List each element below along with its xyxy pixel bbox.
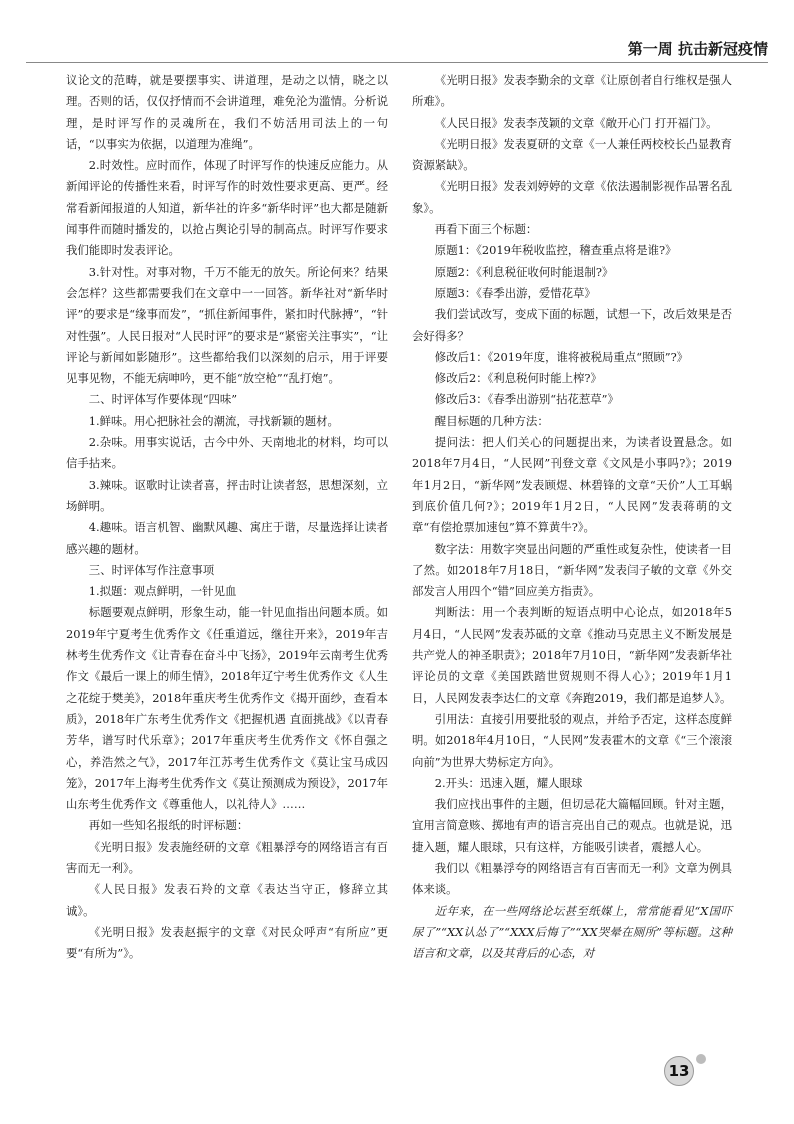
paragraph: 《光明日报》发表施经研的文章《粗暴浮夸的网络语言有百害而无一利》。 <box>66 839 388 875</box>
paragraph: 再如一些知名报纸的时评标题： <box>88 818 249 833</box>
paragraph: 2.杂味。用事实说话，古今中外、天南地北的材料，均可以信手拈来。 <box>66 435 388 471</box>
paragraph: 原题1：《2019年税收监控，稽查重点将是谁?》 <box>434 243 677 258</box>
paragraph: 1.鲜味。用心把脉社会的潮流，寻找新颖的题材。 <box>88 413 339 428</box>
paragraph: 1.拟题：观点鲜明，一针见血 <box>88 584 237 599</box>
header-rule <box>26 62 768 63</box>
paragraph: 《光明日报》发表李勤余的文章《让原创者自行维权是强人所难》。 <box>412 73 732 109</box>
paragraph: 我们以《粗暴浮夸的网络语言有百害而无一利》文章为例具体来谈。 <box>412 860 732 897</box>
paragraph: 提问法：把人们关心的问题提出来，为读者设置悬念。如2018年7月4日，“人民网”刊登文章《文风是小事吗?》；2019年1月2日，“新华网”发表顾煜、林碧锋的文章“天价”人工耳蜗到底价值几何?》；2019年1月2日，“人民网”发表蒋萌的文章“有偿抢票加速包”算不算黄牛?》。 <box>412 435 732 535</box>
right-column <box>412 70 732 964</box>
paragraph: 判断法：用一个表判断的短语点明中心论点，如2018年5月4日，“人民网”发表苏砥的文章《推动马克思主义不断发展是共产党人的神圣职责》；2018年7月10日，“新华网”发表新华社评论员的文章《美国跌踏世贸规则不得人心》；2019年1月1日，人民网发表李达仁的文章《奔跑2019，我们都是追梦人》。 <box>412 605 732 705</box>
paragraph: 我们尝试改写，变成下面的标题，试想一下，改后效果是否会好得多？ <box>412 307 732 343</box>
page-header <box>0 0 794 68</box>
paragraph: 原题2：《利息税征收何时能退制?》 <box>434 264 614 279</box>
paragraph: 醒目标题的几种方法： <box>434 413 549 428</box>
paragraph: 近年来，在一些网络论坛甚至纸媒上，常常能看见“X国吓尿了”“XX认怂了”“XXX后悔了”“XX哭晕在厕所”等标题。这种语言和文章，以及其背后的心态，对 <box>412 903 732 961</box>
paragraph: 原题3：《春季出游，爱惜花草》 <box>434 285 596 300</box>
paragraph: 修改后3：《春季出游别“拈花惹草”》 <box>434 392 619 407</box>
paragraph: 标题要观点鲜明，形象生动，能一针见血指出问题本质。如2019年宁夏考生优秀作文《任重道远，继往开来》，2019年吉林考生优秀作文《让青春在奋斗中飞扬》，2019年云南考生优秀作文《最后一课上的师生情》，2018年辽宁考生优秀作文《人生之花绽于樊美》，2018年重庆考生优秀作文《揭开面纱，查看本质》，2018年广东考生优秀作文《把握机遇 直面挑战》《以青春芳华，谱写时代乐章》；2017年重庆考生优秀作文《怀自强之心，养浩然之气》，2017年江苏考生优秀作文《莫让宝马成囚笼》，2017年上海考生优秀作文《莫让预测成为预设》，2017年山东考生优秀作文《尊重他人，以礼待人》…… <box>66 605 388 812</box>
section-title: 第一周 抗击新冠疫情 <box>627 40 768 58</box>
paragraph: 议论文的范畴，就是要摆事实、讲道理，是动之以情，晓之以理。否则的话，仅仅抒情而不会讲道理，难免沦为滥情。分析说理，是时评写作的灵魂所在，我们不妨活用司法上的一句话，“以事实为依据，以道理为准绳”。 <box>66 73 388 151</box>
paragraph: 三、时评体写作注意事项 <box>88 562 215 577</box>
left-column <box>66 70 388 964</box>
paragraph: 《光明日报》发表赵振宇的文章《对民众呼声“有所应”更要“有所为”》。 <box>66 924 388 961</box>
paragraph: 修改后2：《利息税何时能上榨?》 <box>434 371 602 386</box>
paragraph: 再看下面三个标题： <box>434 222 538 237</box>
paragraph: 《光明日报》发表夏研的文章《一人兼任两校校长凸显教育资源紧缺》。 <box>412 136 732 173</box>
paragraph: 我们应找出事件的主题，但切忌花大篇幅回顾。针对主题，宜用言简意赅、掷地有声的语言亮出自己的观点。也就是说，迅捷入题，耀人眼球，只有这样，方能吸引读者，震撼人心。 <box>412 797 732 854</box>
paragraph: 2.开头：迅速入题，耀人眼球 <box>434 775 583 790</box>
paragraph: 二、时评体写作要体现“四味” <box>88 392 238 407</box>
paragraph: 3.针对性。对事对物，千万不能无的放矢。所论何来？结果会怎样？这些都需要我们在文章中一一回答。新华社对“新华时评”的要求是“缘事而发”，“抓住新闻事件，紧扣时代脉搏”，“针对性强”。人民日报对“人民时评”的要求是“紧密关注事实”，“让评论与新闻如影随形”。这些都给我们以深刻的启示，用于评要见事见物，不能无病呻吟，更不能“放空枪”“乱打炮”。 <box>66 264 388 386</box>
paragraph: 《人民日报》发表石羚的文章《表达当守正，修辞立其诚》。 <box>66 882 388 918</box>
paragraph: 3.辣味。讴歌时让读者喜，抨击时让读者怒，思想深刻，立场鲜明。 <box>66 477 388 513</box>
page-number-decor-dot <box>696 1054 706 1064</box>
paragraph: 修改后1：《2019年度，谁将被税局重点“照顾”?》 <box>434 349 689 364</box>
paragraph: 《人民日报》发表李茂颖的文章《敞开心门 打开福门》。 <box>434 115 718 130</box>
paragraph: 2.时效性。应时而作，体现了时评写作的快速反应能力。从新闻评论的传播性来看，时评写作的时效性要求更高、更严。经常看新闻报道的人知道，新华社的许多“新华时评”也大都是随新闻事件而随时播发的，以抢占舆论引导的制高点。时评写作要求我们能即时发表评论。 <box>66 158 388 258</box>
page-number-badge: 13 <box>664 1056 694 1086</box>
paragraph: 4.趣味。语言机智、幽默风趣、寓庄于谐，尽量选择让读者感兴趣的题材。 <box>66 520 388 556</box>
paragraph: 数字法：用数字突显出问题的严重性或复杂性，使读者一目了然。如2018年7月18日，“新华网”发表闫子敏的文章《外交部发言人用四个“错”回应美方指责》。 <box>412 541 732 599</box>
paragraph: 引用法：直接引用要批驳的观点，并给予否定，这样态度鲜明。如2018年4月10日，“人民网”发表霍木的文章《“三个滚滚向前”为世界大势标定方向》。 <box>412 711 732 769</box>
paragraph: 《光明日报》发表刘婷婷的文章《依法遏制影视作品署名乱象》。 <box>412 179 732 215</box>
